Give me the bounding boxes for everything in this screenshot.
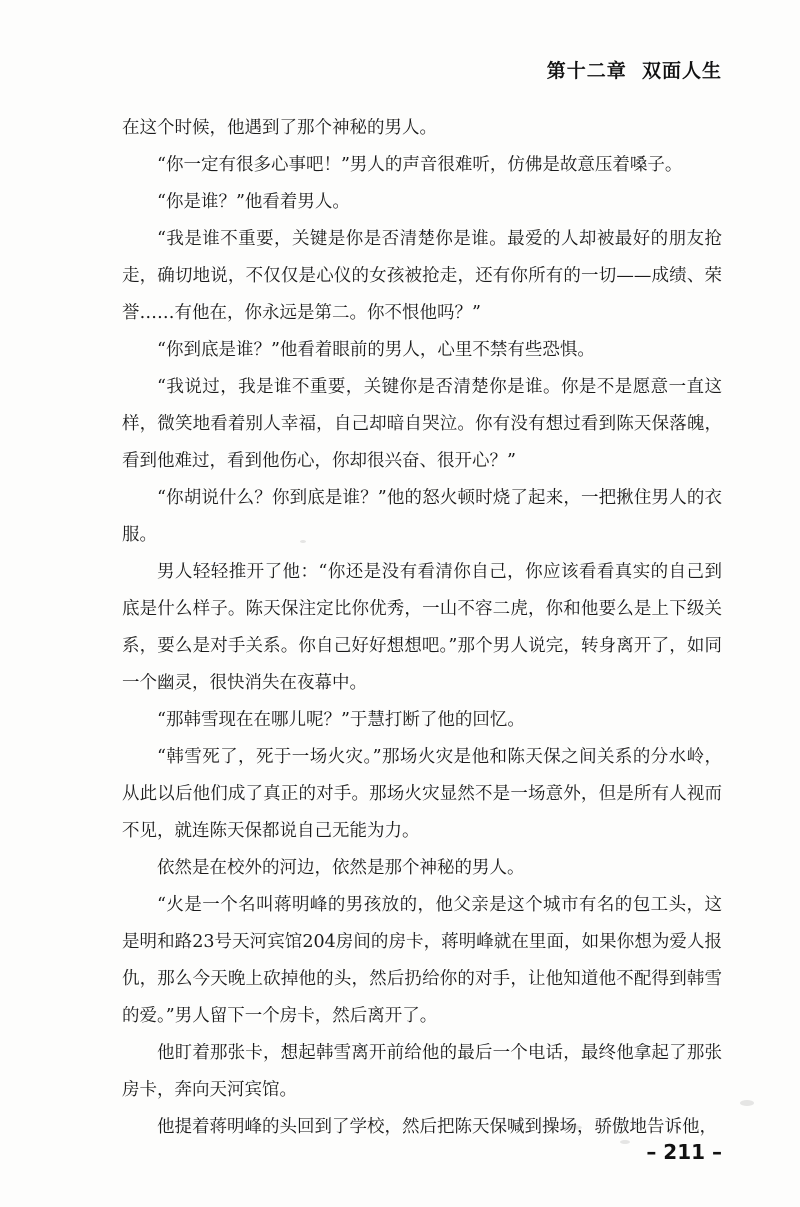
paragraph-6: “我说过，我是谁不重要，关键你是否清楚你是谁。你是不是愿意一直这样，微笑地看着别人幸福，自己却暗自哭泣。你有没有想过看到陈天保落魄，看到他难过，看到他伤心，你却很兴奋、很开心？” (122, 377, 722, 471)
paragraph-11: 依然是在校外的河边，依然是那个神秘的男人。 (157, 858, 525, 878)
paragraph-12: “火是一个名叫蒋明峰的男孩放的，他父亲是这个城市有名的包工头，这是明和路23号天河宾馆204房间的房卡，蒋明峰就在里面，如果你想为爱人报仇，那么今天晚上砍掉他的头，然后扔给你的对手，让他知道他不配得到韩雪的爱。”男人留下一个房卡，然后离开了。 (122, 895, 722, 1026)
paragraph-1: 在这个时候，他遇到了那个神秘的男人。 (122, 118, 437, 138)
paragraph-3: “你是谁？”他看着男人。 (157, 192, 350, 212)
paragraph-14: 他提着蒋明峰的头回到了学校，然后把陈天保喊到操场，骄傲地告诉他， (157, 1117, 717, 1137)
paragraph-9: “那韩雪现在在哪儿呢？”于慧打断了他的回忆。 (157, 710, 525, 730)
paragraph-2: “你一定有很多心事吧！”男人的声音很难听，仿佛是故意压着嗓子。 (157, 155, 683, 175)
paragraph-4: “我是谁不重要，关键是你是否清楚你是谁。最爱的人却被最好的朋友抢走，确切地说，不仅仅是心仪的女孩被抢走，还有你所有的一切——成绩、荣誉……有他在，你永远是第二。你不恨他吗？” (122, 229, 722, 323)
paragraph-5: “你到底是谁？”他看着眼前的男人，心里不禁有些恐惧。 (157, 340, 595, 360)
paragraph-10: “韩雪死了，死于一场火灾。”那场火灾是他和陈天保之间关系的分水岭，从此以后他们成了真正的对手。那场火灾显然不是一场意外，但是所有人视而不见，就连陈天保都说自己无能为力。 (122, 747, 722, 841)
scan-speck (620, 1140, 630, 1144)
paragraph-8: 男人轻轻推开了他：“你还是没有看清你自己，你应该看看真实的自己到底是什么样子。陈天保注定比你优秀，一山不容二虎，你和他要么是上下级关系，要么是对手关系。你自己好好想想吧。”那个男人说完，转身离开了，如同一个幽灵，很快消失在夜幕中。 (122, 562, 722, 693)
scan-speck (560, 1125, 582, 1130)
paragraph-7: “你胡说什么？你到底是谁？”他的怒火顿时烧了起来，一把揪住男人的衣服。 (122, 488, 722, 545)
chapter-header: 第十二章 双面人生 (546, 60, 722, 82)
paragraph-13: 他盯着那张卡，想起韩雪离开前给他的最后一个电话，最终他拿起了那张房卡，奔向天河宾馆。 (122, 1043, 722, 1100)
scan-speck (740, 1100, 754, 1106)
scan-speck (300, 540, 306, 543)
page-number: – 211 – (646, 1140, 722, 1164)
body-text (122, 110, 722, 1146)
